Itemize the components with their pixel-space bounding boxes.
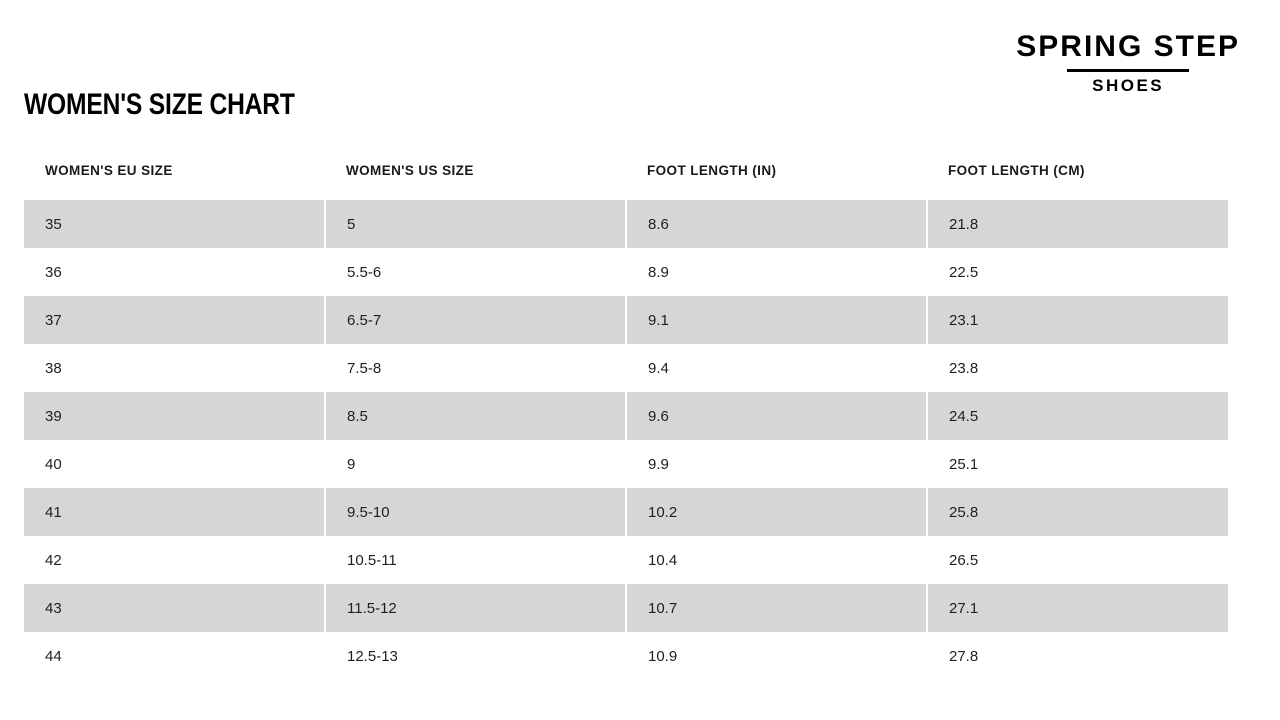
cell-us-size: 8.5 bbox=[325, 392, 626, 440]
cell-eu-size: 44 bbox=[24, 632, 325, 680]
table-row bbox=[24, 248, 1228, 296]
cell-us-size: 10.5-11 bbox=[325, 536, 626, 584]
cell-foot-length-in: 9.9 bbox=[626, 440, 927, 488]
column-header-foot-length-in: FOOT LENGTH (IN) bbox=[647, 163, 777, 178]
cell-foot-length-in: 10.7 bbox=[626, 584, 927, 632]
table-row bbox=[24, 296, 1228, 344]
cell-foot-length-cm: 26.5 bbox=[927, 536, 1228, 584]
table-header bbox=[24, 163, 1228, 200]
cell-eu-size: 38 bbox=[24, 344, 325, 392]
cell-eu-size: 40 bbox=[24, 440, 325, 488]
cell-eu-size: 35 bbox=[24, 200, 325, 248]
cell-eu-size: 37 bbox=[24, 296, 325, 344]
cell-foot-length-in: 10.9 bbox=[626, 632, 927, 680]
table-row bbox=[24, 392, 1228, 440]
cell-us-size: 12.5-13 bbox=[325, 632, 626, 680]
cell-foot-length-in: 10.2 bbox=[626, 488, 927, 536]
cell-us-size: 6.5-7 bbox=[325, 296, 626, 344]
cell-eu-size: 43 bbox=[24, 584, 325, 632]
cell-foot-length-in: 9.1 bbox=[626, 296, 927, 344]
table-row bbox=[24, 344, 1228, 392]
table-row bbox=[24, 632, 1228, 680]
cell-us-size: 5.5-6 bbox=[325, 248, 626, 296]
table-body bbox=[24, 200, 1228, 680]
cell-foot-length-cm: 21.8 bbox=[927, 200, 1228, 248]
cell-us-size: 5 bbox=[325, 200, 626, 248]
table-row bbox=[24, 200, 1228, 248]
cell-eu-size: 42 bbox=[24, 536, 325, 584]
cell-foot-length-cm: 24.5 bbox=[927, 392, 1228, 440]
cell-foot-length-cm: 25.8 bbox=[927, 488, 1228, 536]
brand-subtitle: SHOES bbox=[1092, 76, 1165, 95]
cell-foot-length-cm: 25.1 bbox=[927, 440, 1228, 488]
cell-foot-length-in: 10.4 bbox=[626, 536, 927, 584]
table-row bbox=[24, 440, 1228, 488]
page-title: WOMEN'S SIZE CHART bbox=[24, 88, 295, 121]
cell-us-size: 9 bbox=[325, 440, 626, 488]
cell-foot-length-cm: 23.1 bbox=[927, 296, 1228, 344]
size-chart-table bbox=[24, 163, 1228, 680]
cell-foot-length-cm: 23.8 bbox=[927, 344, 1228, 392]
brand-logo bbox=[1016, 30, 1240, 96]
column-header-us-size: WOMEN'S US SIZE bbox=[346, 163, 474, 178]
brand-name: SPRING STEP bbox=[1016, 30, 1240, 63]
cell-eu-size: 39 bbox=[24, 392, 325, 440]
cell-foot-length-cm: 22.5 bbox=[927, 248, 1228, 296]
brand-divider bbox=[1067, 69, 1189, 72]
table-row bbox=[24, 536, 1228, 584]
column-header-eu-size: WOMEN'S EU SIZE bbox=[45, 163, 173, 178]
table-header-row bbox=[24, 163, 1228, 200]
cell-foot-length-cm: 27.8 bbox=[927, 632, 1228, 680]
table-row bbox=[24, 488, 1228, 536]
cell-foot-length-cm: 27.1 bbox=[927, 584, 1228, 632]
table-row bbox=[24, 584, 1228, 632]
column-header-foot-length-cm: FOOT LENGTH (CM) bbox=[948, 163, 1085, 178]
cell-eu-size: 36 bbox=[24, 248, 325, 296]
cell-us-size: 9.5-10 bbox=[325, 488, 626, 536]
cell-foot-length-in: 8.9 bbox=[626, 248, 927, 296]
cell-us-size: 7.5-8 bbox=[325, 344, 626, 392]
cell-eu-size: 41 bbox=[24, 488, 325, 536]
cell-foot-length-in: 9.4 bbox=[626, 344, 927, 392]
cell-foot-length-in: 9.6 bbox=[626, 392, 927, 440]
cell-us-size: 11.5-12 bbox=[325, 584, 626, 632]
cell-foot-length-in: 8.6 bbox=[626, 200, 927, 248]
